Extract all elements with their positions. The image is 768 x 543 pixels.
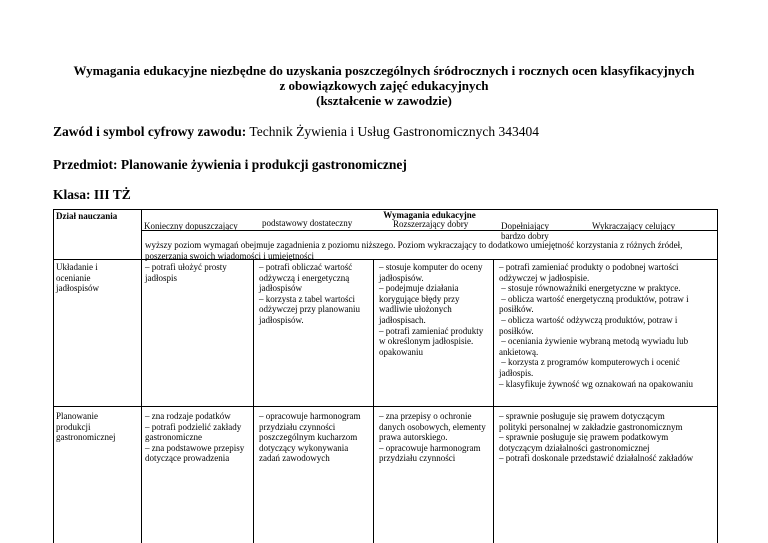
cell-line: poszczególnym kucharzom: [259, 432, 358, 443]
cell-line: – sprawnie posługuje się prawem dotyczącym: [499, 411, 665, 421]
cell-line: – sprawnie posługuje się prawem podatkowym: [499, 432, 669, 443]
cell-line: przydziału czynności: [259, 421, 336, 432]
document-title: [0, 63, 768, 108]
cell-line: w określonym jadłospisie.: [379, 336, 474, 347]
cell-line: posiłków.: [499, 304, 534, 315]
row1-konieczny: [145, 262, 253, 283]
level-podstawowy: podstawowy dostateczny: [262, 218, 353, 228]
row1-podstawowy: [259, 262, 373, 326]
cell-line: jadłospisów.: [259, 314, 304, 325]
level-dopelniajacy-1: Dopełniający: [501, 221, 549, 231]
level-dopelniajacy-2: bardzo dobry: [501, 231, 549, 241]
cell-line: jadłospisów.: [379, 272, 424, 283]
cell-line: Planowanie: [56, 411, 98, 421]
cell-line: przydziału czynności: [379, 453, 456, 464]
zawod-line: [53, 124, 539, 140]
cell-line: danych osobowych, elementy: [379, 421, 486, 432]
cell-line: korygujące błędy przy: [379, 293, 460, 304]
przedmiot-label: Przedmiot: Planowanie żywienia i produkcji gastronomicznej: [53, 157, 407, 172]
cell-line: odżywczej przy planowaniu: [259, 304, 360, 315]
cell-line: – potrafi podzielić zakłady: [145, 421, 242, 432]
przedmiot-line: [53, 157, 407, 173]
cell-line: – stosuje równoważniki energetyczne w praktyce.: [499, 283, 681, 294]
cell-line: – korzysta z tabel wartości: [259, 293, 355, 304]
cell-line: – potrafi obliczać wartość: [259, 262, 353, 272]
cell-line: gastronomicznej: [56, 432, 116, 443]
cell-line: gastronomiczne: [145, 432, 202, 443]
cell-line: opakowaniu: [379, 346, 423, 357]
zawod-value: Technik Żywienia i Usług Gastronomicznych 343404: [249, 124, 540, 139]
col-dzial-header: Dział nauczania: [56, 211, 118, 221]
title-line-2: z obowiązkowych zajęć edukacyjnych: [279, 78, 489, 93]
cell-line: zadań zawodowych: [259, 453, 330, 464]
cell-line: – potrafi doskonale przedstawić działalność zakładów: [499, 453, 694, 464]
cell-line: ankietową.: [499, 346, 539, 357]
cell-line: – podejmuje działania: [379, 283, 459, 294]
cell-line: produkcji: [56, 421, 91, 432]
title-line-1: Wymagania edukacyjne niezbędne do uzyskania poszczególnych śródrocznych i rocznych ocen klasyfikacyjnych: [73, 63, 695, 78]
klasa-label: Klasa: III TŻ: [53, 187, 131, 202]
cell-line: posiłków.: [499, 325, 534, 336]
cell-line: ocenianie: [56, 272, 91, 283]
group-header: Wymagania edukacyjne: [383, 210, 476, 220]
cell-line: jadłospisów: [56, 283, 100, 294]
cell-line: – korzysta z programów komputerowych i ocenić: [499, 357, 680, 368]
cell-line: – oceniania żywienie wybraną metodą wywiadu lub: [499, 336, 689, 347]
row1-rozszerzajacy: [379, 262, 493, 357]
cell-line: – oblicza wartość odżywczą produktów, potraw i: [499, 314, 678, 325]
row2-dzial: [56, 411, 140, 443]
cell-line: polityki personalnej w zakładzie gastronomicznym: [499, 421, 683, 432]
cell-line: – zna przepisy o ochronie: [379, 411, 472, 421]
title-line-3: (kształcenie w zawodzie): [316, 93, 452, 108]
note-line-2: poszerzania swoich wiadomości i umiejętności: [145, 250, 314, 261]
cell-line: – zna rodzaje podatków: [145, 411, 231, 421]
levels-note: [145, 240, 717, 261]
cell-line: – potrafi zamieniać produkty o podobnej wartości: [499, 262, 679, 272]
row2-rozszerzajacy: [379, 411, 493, 464]
cell-line: – klasyfikuje żywność wg oznakowań na opakowaniu: [499, 378, 693, 389]
row2-konieczny: [145, 411, 253, 464]
level-rozszerzajacy: Rozszerzający dobry: [393, 219, 469, 229]
cell-line: – stosuje komputer do oceny: [379, 262, 483, 272]
note-line-1: wyższy poziom wymagań obejmuje zagadnienia z poziomu niższego. Poziom wykraczający to dodatkowo umiejętność korzystania z różnych źródeł,: [145, 240, 683, 250]
cell-line: – potrafi ułożyć prosty: [145, 262, 227, 272]
level-konieczny: Konieczny dopuszczający: [144, 221, 238, 231]
row2-wyzsze: [499, 411, 717, 464]
cell-line: dotyczący wykonywania: [259, 442, 349, 453]
cell-line: dotyczące prowadzenia: [145, 453, 230, 464]
cell-line: odżywczej w jadłospisie.: [499, 272, 590, 283]
cell-line: – opracowuje harmonogram: [379, 442, 481, 453]
row1-wyzsze: [499, 262, 717, 389]
cell-line: – opracowuje harmonogram: [259, 411, 361, 421]
zawod-label: Zawód i symbol cyfrowy zawodu:: [53, 124, 247, 139]
row1-dzial: [56, 262, 140, 294]
cell-line: – zna podstawowe przepisy: [145, 442, 245, 453]
cell-line: jadłospisów: [259, 283, 303, 294]
cell-line: – oblicza wartość energetyczną produktów, potraw i: [499, 293, 689, 304]
row2-podstawowy: [259, 411, 373, 464]
cell-line: dotyczącym działalności gastronomicznej: [499, 442, 650, 453]
cell-line: Układanie i: [56, 262, 98, 272]
requirements-table: [53, 209, 718, 543]
level-wykraczajacy: Wykraczający celujący: [592, 221, 676, 231]
cell-line: prawa autorskiego.: [379, 432, 448, 443]
cell-line: wadliwie ułożonych: [379, 304, 452, 315]
cell-line: jadłospis.: [499, 367, 534, 378]
cell-line: jadłospisach.: [379, 314, 426, 325]
cell-line: odżywczą i energetyczną: [259, 272, 350, 283]
cell-line: jadłospis: [145, 272, 178, 283]
klasa-line: [53, 187, 131, 203]
cell-line: – potrafi zamieniać produkty: [379, 325, 484, 336]
